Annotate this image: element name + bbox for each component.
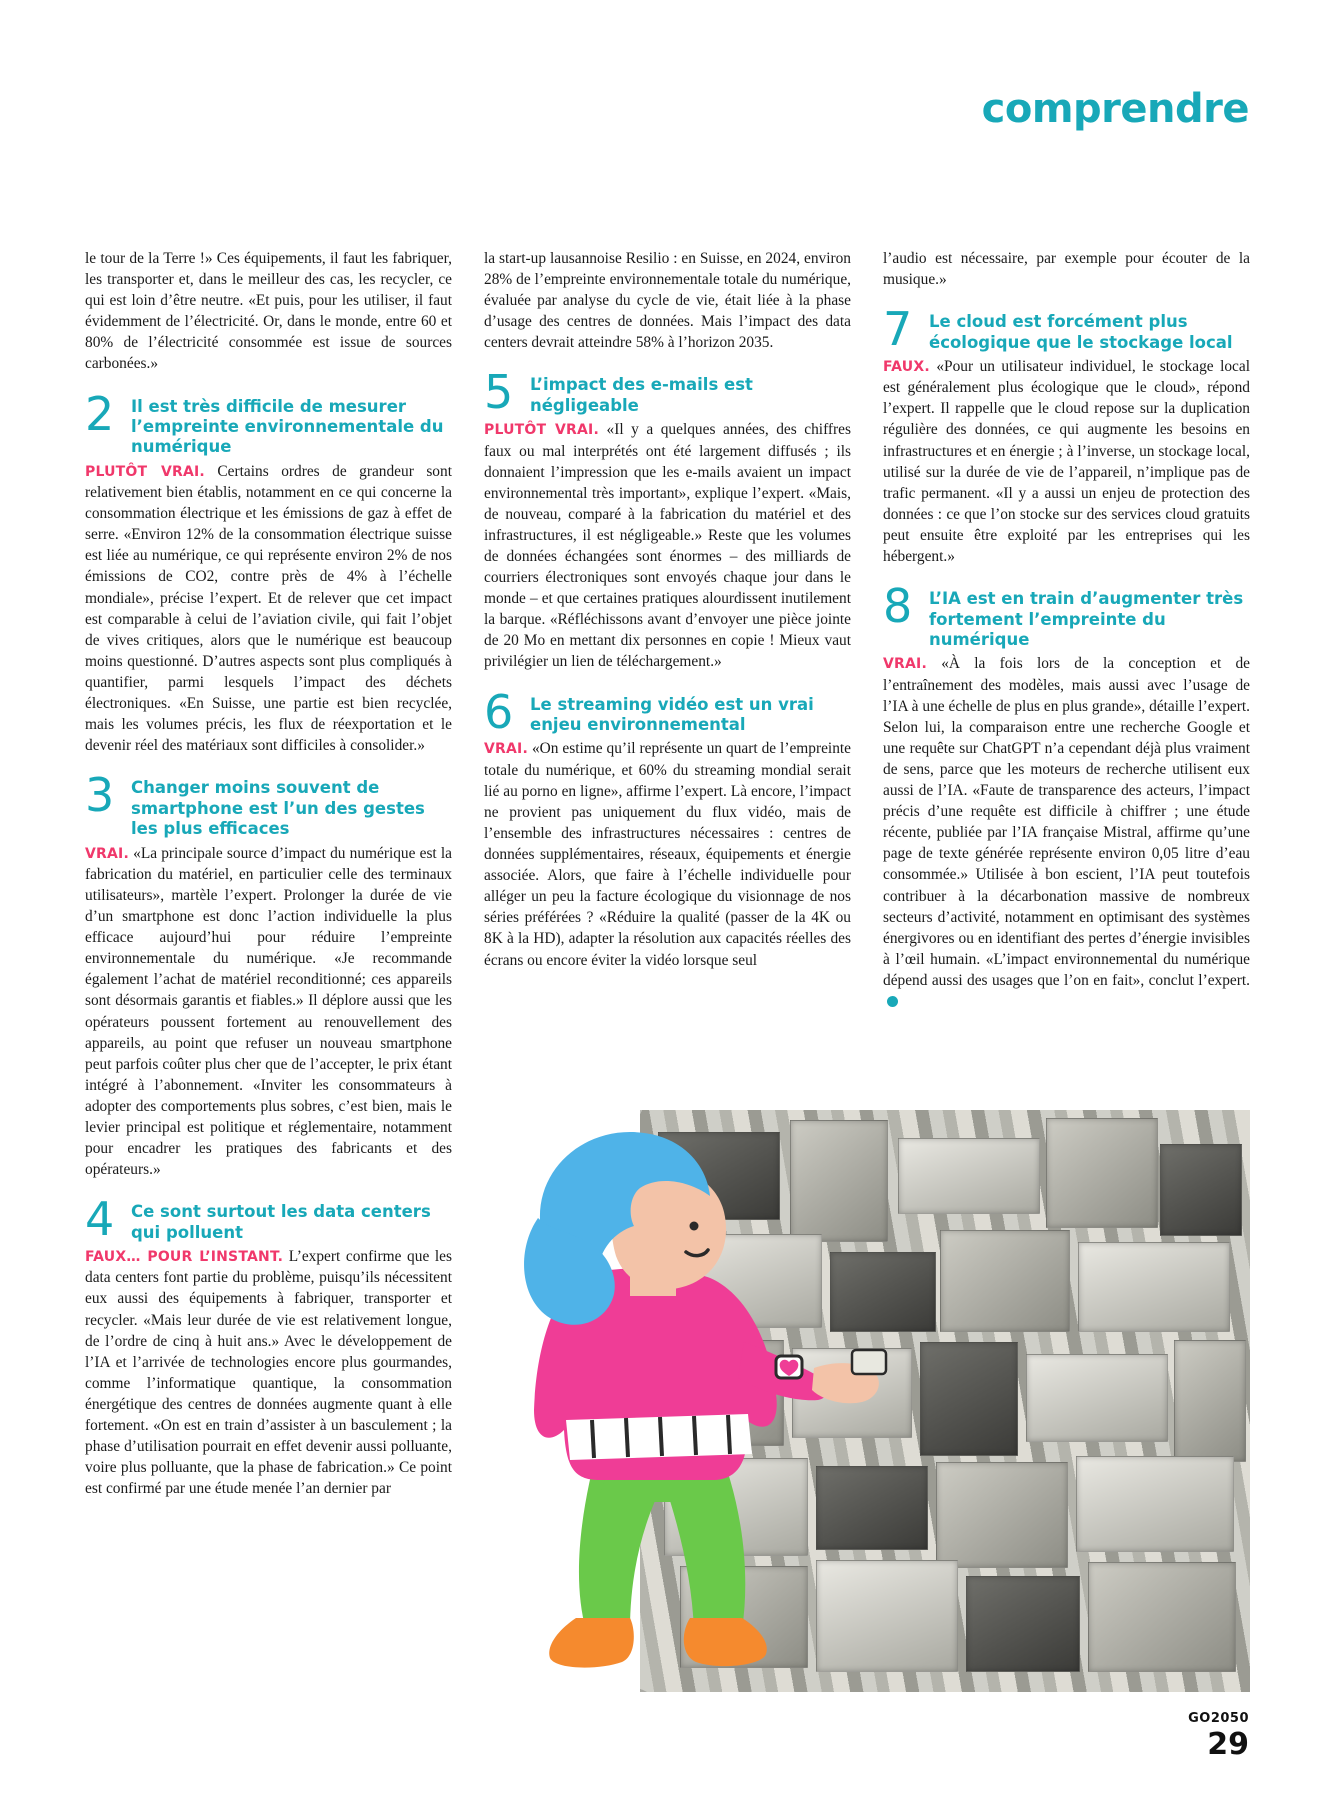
faq-item-2 [85, 386, 452, 757]
item-body [484, 738, 851, 970]
item-body [85, 843, 452, 1181]
item-body [85, 461, 452, 756]
item-text: «La principale source d’impact du numérique est la fabrication du matériel, en particulier celle des terminaux utilisateurs», martèle l’expert. Prolonger la durée de vie d’un smartphone est donc l’action individuelle la plus efficace aujourd’hui pour réduire l’empreinte environnementale du numérique. «Je recommande également l’achat de matériel reconditionné; ces appareils sont désormais garantis et fiables.» Il déplore aussi que les opérateurs poussent fortement au renouvellement des appareils, au point que refuser un nouveau smartphone peut parfois coûter plus cher que de l’accepter, le prix étant intégré à l’abonnement. «Inviter les consommateurs à adopter des comportements plus sobres, c’est bien, mais le levier principal est politique et réglementaire, notamment pour encadrer les pratiques des fabricants et des opérateurs.» [85, 844, 452, 1179]
item-title: Ce sont surtout les data centers qui polluent [131, 1202, 431, 1242]
item-answer: FAUX. [883, 359, 930, 376]
item-text: «Il y a quelques années, des chiffres faux ou mal interprétés ont été largement diffusés ; ils donnaient l’impression que les e-mails avaient un impact environnemental très important», explique l’expert. «Mais, de nouveau, comparé à la fabrication du matériel et des infrastructures, il est négligeable.» Reste que les volumes de données échangées sont énormes – des milliards de courriers électroniques sont envoyés chaque jour dans le monde – et que certaines pratiques alourdissent inutilement la barque. «Réfléchissons avant d’envoyer une pièce jointe de 20 Mo en mettant dix personnes en copie ! Mieux vaut privilégier un lien de téléchargement.» [484, 421, 851, 671]
faq-item-6 [484, 684, 851, 971]
item-number: 5 [484, 365, 514, 420]
faq-item-4 [85, 1192, 452, 1499]
item-answer: VRAI. [85, 845, 129, 862]
item-title: L’IA est en train d’augmenter très fortement l’empreinte du numérique [929, 589, 1244, 650]
column-1 [85, 248, 452, 1499]
item-answer: PLUTÔT VRAI. [484, 422, 599, 439]
item-number: 6 [484, 684, 514, 739]
faq-item-5 [484, 365, 851, 672]
item-number: 7 [883, 302, 913, 357]
end-of-article-mark [887, 996, 898, 1007]
item-body [85, 1246, 452, 1499]
item-title: L’impact des e-mails est négligeable [530, 375, 753, 415]
item-body [484, 419, 851, 672]
paragraph: le tour de la Terre !» Ces équipements, il faut les fabriquer, les transporter et, dans le meilleur des cas, les recycler, ce qui est loin d’être neutre. «Et puis, pour les utiliser, il faut évidemment de l’électricité. Or, dans le monde, entre 60 et 80% de l’électricité consommée est issue de sources carbonées.» [85, 250, 452, 373]
section-title: comprendre [981, 86, 1249, 132]
person-sitting-illustration [480, 1110, 1120, 1710]
paragraph: l’audio est nécessaire, par exemple pour écouter de la musique.» [883, 250, 1250, 289]
item-text: «Pour un utilisateur individuel, le stockage local est généralement plus écologique que le cloud», répond l’expert. Il rappelle que le cloud repose sur la duplication régulière des données, ce qui augmente les besoins en infrastructures et en énergie ; à l’inverse, un stockage local, utilisé sur la durée de vie de l’appareil, n’implique pas de trafic permanent. «Il y a aussi un enjeu de protection des données : ce que l’on stocke sur des services cloud gratuits peut ensuite être exploité par les entreprises qui les hébergent.» [883, 358, 1250, 566]
item-answer: PLUTÔT VRAI. [85, 463, 205, 480]
faq-item-3 [85, 768, 452, 1180]
item-answer: VRAI. [883, 656, 927, 673]
item-title: Le cloud est forcément plus écologique que le stockage local [929, 312, 1233, 352]
publication-logo: GO2050 [1188, 1711, 1249, 1726]
item-text: «À la fois lors de la conception et de l’entraînement des modèles, mais aussi avec l’usage de l’IA à une échelle de plus en plus grande», détaille l’expert. Selon lui, la comparaison entre une recherche Google et une requête sur ChatGPT n’a cependant déjà plus vraiment de sens, parce que les moteurs de recherche utilisent eux aussi de l’IA. «Faute de transparence des acteurs, l’impact précis d’une requête est difficile à chiffrer ; une étude récente, publiée par l’IA française Mistral, affirme qu’une page de texte générée représente environ 0,05 litre d’eau consommée.» Utilisée à bon escient, l’IA peut toutefois contribuer à la décarbonation massive de nombreux secteurs d’activité, notamment en optimisant des systèmes énergivores ou en identifiant des pertes d’énergie invisibles à l’œil humain. «L’impact environnemental du numérique dépend aussi des usages que l’on en fait», conclut l’expert. [883, 655, 1250, 989]
item-title: Changer moins souvent de smartphone est l’un des gestes les plus efficaces [131, 778, 425, 839]
item-number: 8 [883, 579, 913, 634]
faq-item-7 [883, 302, 1250, 567]
item-title: Le streaming vidéo est un vrai enjeu environnemental [530, 694, 814, 735]
faq-item-8 [883, 579, 1250, 1012]
item-number: 4 [85, 1192, 115, 1247]
item-body [883, 356, 1250, 567]
item-title: Il est très difficile de mesurer l’empreinte environnementale du numérique [131, 396, 444, 457]
item-text: L’expert confirme que les data centers font partie du problème, puisqu’ils nécessitent eux aussi des équipements à fabriquer, transporter et recycler. «Mais leur durée de vie est relativement longue, de l’ordre de cinq à huit ans.» Avec le développement de l’IA et l’arrivée de technologies encore plus gourmandes, comme l’informatique quantique, la consommation énergétique des centres de données augmente quant à elle fortement. «On est en train d’assister à un basculement ; la phase d’utilisation pourrait en effet devenir aussi polluante, voire plus polluante, que la phase de fabrication.» Ce point est confirmé par une étude menée l’an dernier par [85, 1248, 452, 1498]
paragraph: la start-up lausannoise Resilio : en Suisse, en 2024, environ 28% de l’empreinte environnementale totale du numérique, évaluée par analyse du cycle de vie, était liée à la phase d’usage des centres de données. Mais l’impact des data centers devrait atteindre 58% à l’horizon 2035. [484, 250, 851, 352]
item-number: 3 [85, 768, 115, 823]
item-answer: FAUX… POUR L’INSTANT. [85, 1249, 284, 1266]
item-text: «On estime qu’il représente un quart de l’empreinte totale du numérique, et 60% du streaming mondial serait lié au porno en ligne», affirme l’expert. Là encore, l’impact ne provient pas uniquement du flux vidéo, mais de l’ensemble des infrastructures nécessaires : centres de données supplémentaires, réseaux, équipements et énergie associée. Alors, que faire à l’échelle individuelle pour alléger un peu la facture écologique du visionnage de nos séries préférées ? «Réduire la qualité (passer de la 4K ou 8K à la HD), adapter la résolution aux capacités réelles des écrans ou encore éviter la vidéo lorsque seul [484, 740, 851, 969]
item-text: Certains ordres de grandeur sont relativement bien établis, notamment en ce qui concerne la consommation électrique et les émissions de gaz à effet de serre. «Environ 12% de la consommation électrique suisse est liée au numérique, ce qui représente environ 2% de nos émissions de CO2, contre près de 4% à l’échelle mondiale», précise l’expert. Et de relever que cet impact est comparable à celui de l’aviation civile, qui fait l’objet de vives critiques, alors que le numérique est beaucoup moins questionné. D’autres aspects sont plus compliqués à quantifier, parmi lesquels l’impact des déchets électroniques. «En Suisse, une partie est bien recyclée, mais les volumes précis, les flux de réexportation et le devenir réel des matériaux sont difficiles à consolider.» [85, 462, 452, 755]
item-answer: VRAI. [484, 741, 528, 758]
item-body [883, 653, 1250, 1012]
page-number: 29 [1207, 1727, 1249, 1762]
item-number: 2 [85, 386, 115, 441]
